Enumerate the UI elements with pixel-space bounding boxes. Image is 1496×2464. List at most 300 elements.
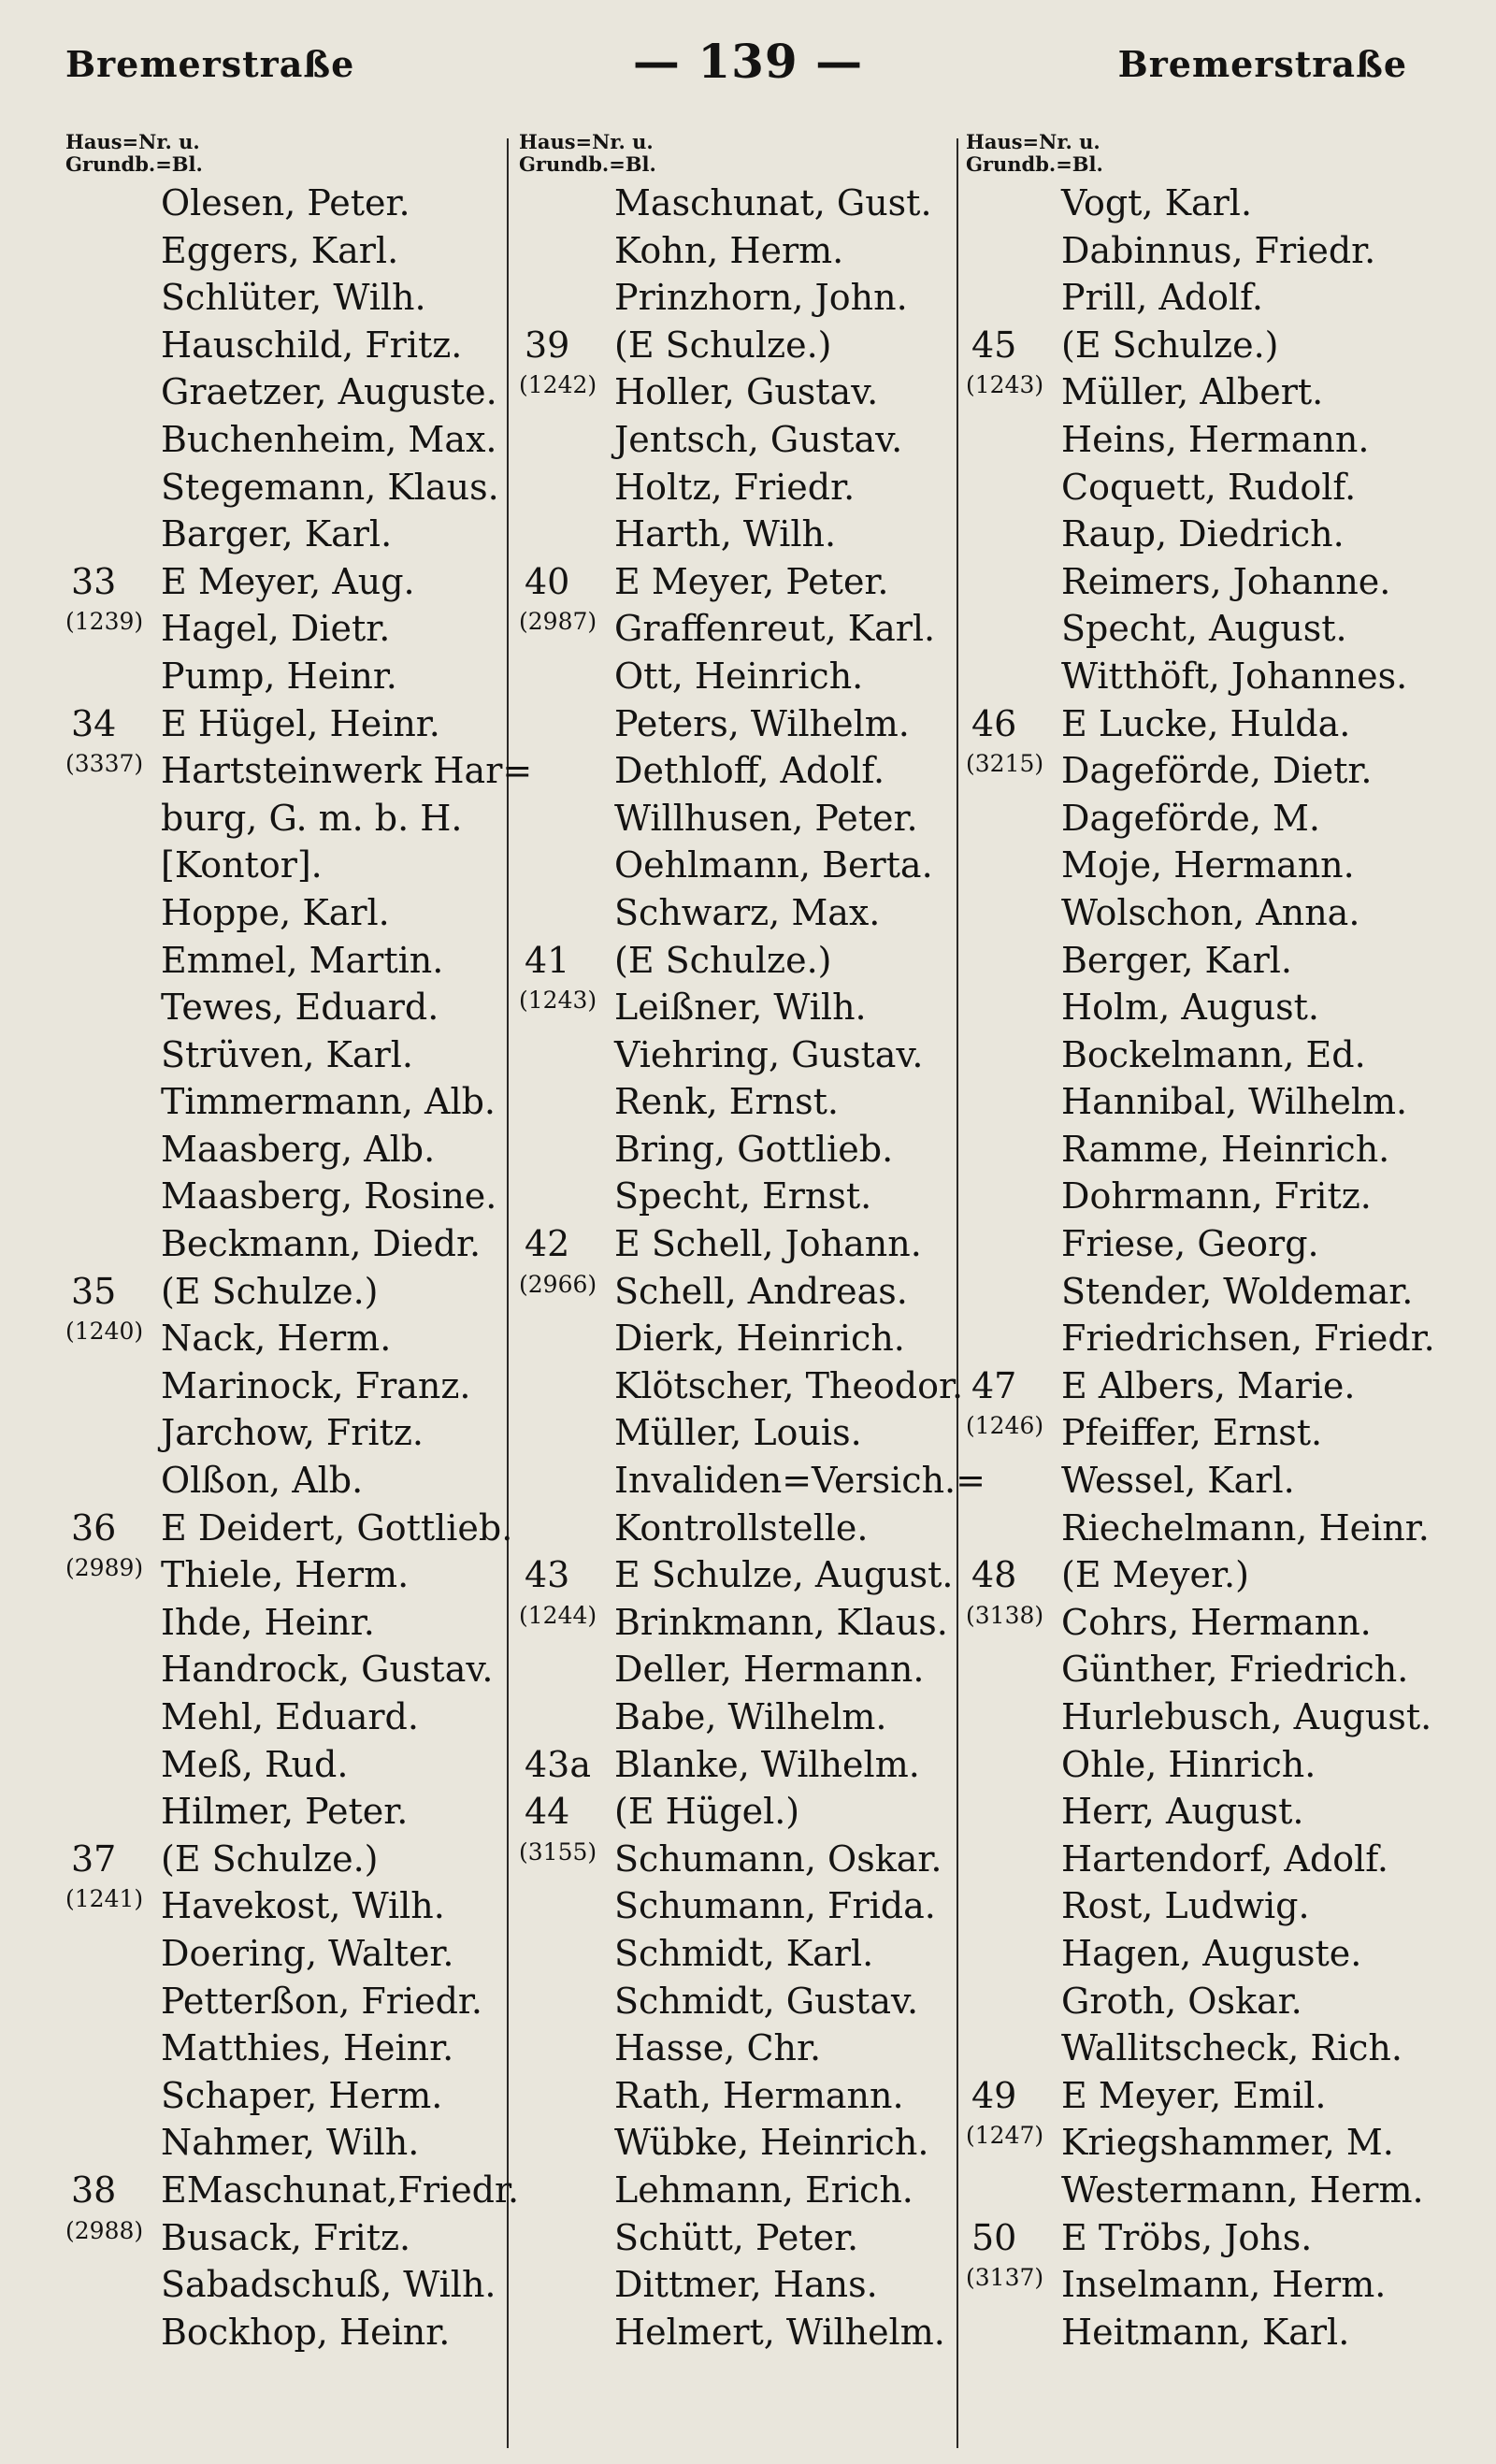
column-heading-line: Haus=Nr. u. bbox=[966, 130, 1100, 153]
resident-name: EMaschunat,Friedr. bbox=[161, 2169, 520, 2211]
directory-entry bbox=[65, 984, 497, 1031]
resident-name: Bring, Gottlieb. bbox=[614, 1128, 894, 1170]
directory-entry bbox=[966, 1741, 1433, 1789]
resident-name: Schmidt, Karl. bbox=[614, 1932, 874, 1974]
directory-entry bbox=[519, 1078, 958, 1126]
resident-name: Dittmer, Hans. bbox=[614, 2264, 878, 2306]
directory-entry bbox=[519, 1741, 958, 1789]
directory-entry bbox=[519, 227, 958, 275]
resident-name: Hasse, Chr. bbox=[614, 2027, 822, 2069]
land-register-number: (1243) bbox=[519, 987, 597, 1015]
resident-name: Harth, Wilh. bbox=[614, 513, 837, 555]
resident-name: Helmert, Wilhelm. bbox=[614, 2311, 945, 2353]
resident-name: (E Schulze.) bbox=[614, 324, 832, 366]
resident-name: Olßon, Alb. bbox=[161, 1460, 364, 1502]
directory-entry bbox=[519, 464, 958, 512]
directory-entry bbox=[966, 558, 1433, 606]
resident-name: Schaper, Herm. bbox=[161, 2074, 443, 2116]
directory-entry bbox=[519, 1882, 958, 1930]
resident-name: Wallitscheck, Rich. bbox=[1061, 2027, 1402, 2069]
resident-name: Prinzhorn, John. bbox=[614, 277, 908, 319]
land-register-number: (1239) bbox=[65, 608, 144, 636]
resident-name: Sabadschuß, Wilh. bbox=[161, 2264, 496, 2306]
resident-name: Hauschild, Fritz. bbox=[161, 324, 463, 366]
resident-name: Emmel, Martin. bbox=[161, 939, 444, 981]
directory-entry bbox=[966, 1315, 1433, 1362]
resident-name: Jentsch, Gustav. bbox=[614, 418, 903, 460]
resident-name: (E Schulze.) bbox=[161, 1270, 379, 1312]
resident-name: Hoppe, Karl. bbox=[161, 891, 390, 933]
house-number: 37 bbox=[71, 1837, 117, 1880]
directory-entry bbox=[966, 937, 1433, 985]
resident-name: Reimers, Johanne. bbox=[1061, 560, 1391, 602]
resident-name: Ramme, Heinrich. bbox=[1061, 1128, 1390, 1170]
directory-entry bbox=[519, 984, 958, 1031]
directory-entry bbox=[966, 1173, 1433, 1220]
resident-name: (E Meyer.) bbox=[1061, 1554, 1249, 1596]
directory-entry bbox=[65, 180, 497, 227]
directory-entry bbox=[519, 368, 958, 416]
directory-entry bbox=[519, 1646, 958, 1693]
resident-name: burg, G. m. b. H. bbox=[161, 797, 463, 839]
resident-name: Wessel, Karl. bbox=[1061, 1460, 1295, 1502]
resident-name: Wolschon, Anna. bbox=[1061, 891, 1360, 933]
resident-name: Müller, Albert. bbox=[1061, 371, 1324, 413]
resident-name: Witthöft, Johannes. bbox=[1061, 655, 1408, 697]
resident-name: E Schell, Johann. bbox=[614, 1223, 922, 1265]
directory-entry bbox=[65, 1693, 497, 1741]
house-number: 38 bbox=[71, 2169, 117, 2211]
directory-entry bbox=[966, 1031, 1433, 1079]
resident-name: Stegemann, Klaus. bbox=[161, 466, 499, 508]
resident-name: Dohrmann, Fritz. bbox=[1061, 1175, 1372, 1218]
entry-list bbox=[65, 180, 533, 2356]
house-number: 50 bbox=[971, 2216, 1017, 2258]
directory-entry bbox=[65, 1741, 497, 1789]
land-register-number: (2966) bbox=[519, 1270, 597, 1298]
resident-name: Günther, Friedrich. bbox=[1061, 1649, 1409, 1691]
directory-entry bbox=[519, 1173, 958, 1220]
column-1 bbox=[65, 130, 533, 2356]
directory-entry bbox=[65, 2261, 497, 2309]
page-number: — 139 — bbox=[632, 34, 864, 89]
directory-entry bbox=[65, 937, 497, 985]
land-register-number: (3138) bbox=[966, 1601, 1044, 1629]
directory-entry bbox=[966, 2025, 1433, 2072]
resident-name: Dageförde, Dietr. bbox=[1061, 750, 1373, 792]
resident-name: E Schulze, August. bbox=[614, 1554, 954, 1596]
house-number: 39 bbox=[525, 324, 570, 366]
running-header-right: Bremerstraße bbox=[1117, 43, 1407, 85]
house-number: 42 bbox=[525, 1223, 570, 1265]
resident-name: Wübke, Heinrich. bbox=[614, 2122, 929, 2164]
house-number: 41 bbox=[525, 939, 570, 981]
resident-name: Rath, Hermann. bbox=[614, 2074, 904, 2116]
resident-name: (E Hügel.) bbox=[614, 1791, 800, 1833]
directory-entry bbox=[65, 368, 497, 416]
resident-name: Westermann, Herm. bbox=[1061, 2169, 1424, 2211]
directory-entry bbox=[519, 700, 958, 748]
resident-name: Holm, August. bbox=[1061, 987, 1319, 1029]
directory-entry bbox=[966, 653, 1433, 700]
directory-entry bbox=[65, 511, 497, 558]
land-register-number: (1244) bbox=[519, 1601, 597, 1629]
land-register-number: (3155) bbox=[519, 1837, 597, 1866]
resident-name: Viehring, Gustav. bbox=[614, 1033, 924, 1075]
resident-name: Meß, Rud. bbox=[161, 1743, 349, 1785]
column-heading-line: Haus=Nr. u. bbox=[65, 130, 200, 153]
directory-entry bbox=[966, 1836, 1433, 1883]
directory-entry bbox=[519, 2167, 958, 2214]
resident-name: Pfeiffer, Ernst. bbox=[1061, 1412, 1323, 1454]
resident-name: Cohrs, Hermann. bbox=[1061, 1601, 1372, 1643]
house-number: 33 bbox=[71, 560, 117, 602]
resident-name: Havekost, Wilh. bbox=[161, 1885, 445, 1927]
resident-name: Vogt, Karl. bbox=[1061, 182, 1253, 223]
directory-entry bbox=[519, 1930, 958, 1978]
house-number: 48 bbox=[971, 1554, 1017, 1596]
resident-name: Hagen, Auguste. bbox=[1061, 1932, 1362, 1974]
directory-entry bbox=[65, 1126, 497, 1174]
directory-entry bbox=[65, 1599, 497, 1647]
directory-entry bbox=[966, 1978, 1433, 2025]
resident-name: Maschunat, Gust. bbox=[614, 182, 932, 223]
resident-name: Groth, Oskar. bbox=[1061, 1980, 1302, 2022]
directory-entry bbox=[519, 1505, 958, 1552]
directory-entry bbox=[966, 605, 1433, 653]
resident-name: Beckmann, Diedr. bbox=[161, 1223, 482, 1265]
resident-name: Barger, Karl. bbox=[161, 513, 393, 555]
resident-name: Schütt, Peter. bbox=[614, 2216, 859, 2258]
directory-entry bbox=[519, 653, 958, 700]
resident-name: Strüven, Karl. bbox=[161, 1033, 413, 1075]
directory-entry bbox=[65, 416, 497, 464]
resident-name: Bockhop, Heinr. bbox=[161, 2311, 451, 2353]
resident-name: Blanke, Wilhelm. bbox=[614, 1743, 920, 1785]
directory-entry bbox=[966, 1505, 1433, 1552]
resident-name: Berger, Karl. bbox=[1061, 939, 1292, 981]
land-register-number: (1246) bbox=[966, 1412, 1044, 1440]
resident-name: E Deidert, Gottlieb. bbox=[161, 1506, 513, 1549]
resident-name: Schlüter, Wilh. bbox=[161, 277, 426, 319]
directory-entry bbox=[519, 2072, 958, 2120]
directory-entry bbox=[65, 2309, 497, 2356]
resident-name: Buchenheim, Max. bbox=[161, 418, 497, 460]
column-heading-line: Grundb.=Bl. bbox=[966, 152, 1103, 176]
resident-name: Schwarz, Max. bbox=[614, 891, 881, 933]
resident-name: Bockelmann, Ed. bbox=[1061, 1033, 1366, 1075]
resident-name: Kohn, Herm. bbox=[614, 229, 844, 271]
directory-entry bbox=[65, 1315, 497, 1362]
land-register-number: (3215) bbox=[966, 750, 1044, 778]
directory-entry bbox=[65, 2072, 497, 2120]
directory-entry bbox=[519, 1315, 958, 1362]
directory-entry bbox=[65, 2025, 497, 2072]
resident-name: Raup, Diedrich. bbox=[1061, 513, 1345, 555]
resident-name: Ott, Heinrich. bbox=[614, 655, 864, 697]
directory-entry bbox=[519, 274, 958, 322]
land-register-number: (3337) bbox=[65, 750, 144, 778]
column-heading-line: Grundb.=Bl. bbox=[65, 152, 203, 176]
resident-name: Hurlebusch, August. bbox=[1061, 1696, 1432, 1737]
directory-entry bbox=[519, 2261, 958, 2309]
directory-entry bbox=[966, 464, 1433, 512]
directory-entry bbox=[519, 2119, 958, 2167]
directory-entry bbox=[65, 795, 497, 843]
directory-entry bbox=[519, 1457, 985, 1505]
directory-entry bbox=[519, 1836, 958, 1883]
resident-name: Tewes, Eduard. bbox=[161, 987, 439, 1029]
resident-name: Maasberg, Alb. bbox=[161, 1128, 436, 1170]
resident-name: Holler, Gustav. bbox=[614, 371, 879, 413]
resident-name: E Albers, Marie. bbox=[1061, 1364, 1356, 1406]
resident-name: Specht, Ernst. bbox=[614, 1175, 872, 1218]
house-number: 46 bbox=[971, 702, 1017, 744]
resident-name: Renk, Ernst. bbox=[614, 1081, 839, 1123]
column-heading-line: Haus=Nr. u. bbox=[519, 130, 654, 153]
resident-name: Peters, Wilhelm. bbox=[614, 702, 910, 744]
directory-entry bbox=[966, 795, 1433, 843]
directory-entry bbox=[966, 1788, 1433, 1836]
resident-name: Rost, Ludwig. bbox=[1061, 1885, 1310, 1927]
resident-name: Kontrollstelle. bbox=[614, 1506, 869, 1549]
directory-entry bbox=[966, 2119, 1433, 2167]
entry-list bbox=[519, 180, 985, 2356]
directory-entry bbox=[966, 1930, 1433, 1978]
directory-entry bbox=[966, 1599, 1433, 1647]
directory-entry bbox=[966, 1457, 1433, 1505]
directory-entry bbox=[519, 1409, 958, 1457]
directory-entry bbox=[966, 2309, 1433, 2356]
resident-name: Schumann, Oskar. bbox=[614, 1837, 942, 1880]
house-number: 43a bbox=[525, 1743, 592, 1785]
directory-entry bbox=[519, 795, 958, 843]
resident-name: Ihde, Heinr. bbox=[161, 1601, 375, 1643]
resident-name: E Meyer, Aug. bbox=[161, 560, 415, 602]
directory-entry bbox=[65, 464, 497, 512]
resident-name: Marinock, Franz. bbox=[161, 1364, 471, 1406]
directory-entry bbox=[519, 180, 958, 227]
resident-name: E Meyer, Peter. bbox=[614, 560, 889, 602]
directory-entry bbox=[519, 1693, 958, 1741]
resident-name: Kriegshammer, M. bbox=[1061, 2122, 1394, 2164]
directory-entry bbox=[519, 2214, 958, 2262]
house-number: 44 bbox=[525, 1791, 570, 1833]
directory-entry bbox=[519, 1362, 964, 1410]
resident-name: Invaliden=Versich.= bbox=[614, 1460, 985, 1502]
resident-name: Schumann, Frida. bbox=[614, 1885, 936, 1927]
directory-entry bbox=[65, 842, 497, 889]
directory-entry bbox=[966, 1693, 1433, 1741]
directory-entry bbox=[65, 1457, 497, 1505]
land-register-number: (1241) bbox=[65, 1885, 144, 1913]
directory-entry bbox=[966, 1646, 1433, 1693]
resident-name: Hartendorf, Adolf. bbox=[1061, 1837, 1389, 1880]
resident-name: Coquett, Rudolf. bbox=[1061, 466, 1357, 508]
entry-list bbox=[966, 180, 1433, 2356]
resident-name: Jarchow, Fritz. bbox=[161, 1412, 424, 1454]
house-number: 47 bbox=[971, 1364, 1017, 1406]
resident-name: Timmermann, Alb. bbox=[161, 1081, 496, 1123]
directory-entry bbox=[65, 605, 497, 653]
resident-name: Dierk, Heinrich. bbox=[614, 1318, 905, 1360]
directory-entry bbox=[65, 1078, 497, 1126]
directory-entry bbox=[519, 1599, 958, 1647]
running-header-left: Bremerstraße bbox=[65, 43, 355, 85]
directory-entry bbox=[65, 653, 497, 700]
resident-name: (E Schulze.) bbox=[161, 1837, 379, 1880]
directory-entry bbox=[65, 1882, 497, 1930]
resident-name: Olesen, Peter. bbox=[161, 182, 410, 223]
directory-entry bbox=[966, 1078, 1433, 1126]
house-number: 40 bbox=[525, 560, 570, 602]
resident-name: Schmidt, Gustav. bbox=[614, 1980, 919, 2022]
resident-name: E Lucke, Hulda. bbox=[1061, 702, 1351, 744]
resident-name: E Meyer, Emil. bbox=[1061, 2074, 1327, 2116]
resident-name: Graetzer, Auguste. bbox=[161, 371, 497, 413]
directory-entry bbox=[966, 1268, 1433, 1316]
directory-entry bbox=[966, 2167, 1433, 2214]
column-2 bbox=[519, 130, 985, 2356]
resident-name: Ohle, Hinrich. bbox=[1061, 1743, 1316, 1785]
resident-name: Schell, Andreas. bbox=[614, 1270, 908, 1312]
resident-name: Deller, Hermann. bbox=[614, 1649, 925, 1691]
resident-name: Thiele, Herm. bbox=[161, 1554, 410, 1596]
directory-entry bbox=[966, 1409, 1433, 1457]
house-number: 36 bbox=[71, 1506, 117, 1549]
resident-name: (E Schulze.) bbox=[1061, 324, 1279, 366]
directory-entry bbox=[519, 511, 958, 558]
column-3 bbox=[966, 131, 1433, 2356]
directory-entry bbox=[966, 274, 1433, 322]
directory-entry bbox=[966, 511, 1433, 558]
column-heading-line: Grundb.=Bl. bbox=[519, 152, 656, 176]
land-register-number: (3137) bbox=[966, 2264, 1044, 2292]
land-register-number: (2988) bbox=[65, 2216, 144, 2244]
directory-entry bbox=[65, 747, 533, 795]
resident-name: Busack, Fritz. bbox=[161, 2216, 411, 2258]
resident-name: Inselmann, Herm. bbox=[1061, 2264, 1387, 2306]
directory-entry bbox=[65, 1031, 497, 1079]
resident-name: Heins, Hermann. bbox=[1061, 418, 1370, 460]
resident-name: Friedrichsen, Friedr. bbox=[1061, 1318, 1435, 1360]
resident-name: Dabinnus, Friedr. bbox=[1061, 229, 1376, 271]
directory-entry bbox=[519, 2309, 958, 2356]
directory-entry bbox=[65, 1788, 497, 1836]
column-heading bbox=[966, 131, 1433, 180]
resident-name: Leißner, Wilh. bbox=[614, 987, 867, 1029]
resident-name: [Kontor]. bbox=[161, 844, 323, 886]
directory-entry bbox=[65, 889, 497, 937]
directory-entry bbox=[519, 889, 958, 937]
directory-entry bbox=[966, 842, 1433, 889]
directory-entry bbox=[65, 1551, 497, 1599]
house-number: 35 bbox=[71, 1270, 117, 1312]
column-heading bbox=[519, 131, 958, 180]
resident-name: Friese, Georg. bbox=[1061, 1223, 1319, 1265]
resident-name: Hagel, Dietr. bbox=[161, 608, 391, 650]
directory-entry bbox=[966, 747, 1433, 795]
house-number: 43 bbox=[525, 1554, 570, 1596]
resident-name: Moje, Hermann. bbox=[1061, 844, 1355, 886]
directory-entry bbox=[65, 322, 497, 369]
resident-name: Matthies, Heinr. bbox=[161, 2027, 454, 2069]
directory-entry bbox=[519, 747, 958, 795]
resident-name: Riechelmann, Heinr. bbox=[1061, 1506, 1430, 1549]
directory-entry bbox=[966, 416, 1433, 464]
directory-entry bbox=[966, 227, 1433, 275]
resident-name: Hannibal, Wilhelm. bbox=[1061, 1081, 1408, 1123]
land-register-number: (1247) bbox=[966, 2122, 1044, 2150]
land-register-number: (1240) bbox=[65, 1318, 144, 1346]
directory-entry bbox=[65, 1646, 497, 1693]
directory-entry bbox=[65, 1409, 497, 1457]
resident-name: Graffenreut, Karl. bbox=[614, 608, 936, 650]
resident-name: Specht, August. bbox=[1061, 608, 1347, 650]
directory-entry bbox=[65, 1978, 497, 2025]
resident-name: Petterßon, Friedr. bbox=[161, 1980, 483, 2022]
resident-name: Dethloff, Adolf. bbox=[614, 750, 885, 792]
column-heading bbox=[65, 131, 497, 180]
resident-name: Heitmann, Karl. bbox=[1061, 2311, 1350, 2353]
directory-entry bbox=[65, 227, 497, 275]
resident-name: Eggers, Karl. bbox=[161, 229, 399, 271]
resident-name: E Tröbs, Johs. bbox=[1061, 2216, 1313, 2258]
resident-name: Hilmer, Peter. bbox=[161, 1791, 409, 1833]
directory-entry bbox=[65, 2214, 497, 2262]
resident-name: Holtz, Friedr. bbox=[614, 466, 856, 508]
directory-entry bbox=[65, 1173, 497, 1220]
land-register-number: (1242) bbox=[519, 371, 597, 399]
resident-name: Pump, Heinr. bbox=[161, 655, 397, 697]
directory-entry bbox=[65, 1220, 497, 1268]
directory-entry bbox=[966, 1882, 1433, 1930]
resident-name: Herr, August. bbox=[1061, 1791, 1304, 1833]
house-number: 45 bbox=[971, 324, 1017, 366]
resident-name: Handrock, Gustav. bbox=[161, 1649, 494, 1691]
directory-entry bbox=[966, 180, 1433, 227]
land-register-number: (2989) bbox=[65, 1554, 144, 1582]
directory-entry bbox=[519, 1978, 958, 2025]
resident-name: Klötscher, Theodor. bbox=[614, 1364, 964, 1406]
directory-entry bbox=[966, 2261, 1433, 2309]
directory-entry bbox=[519, 416, 958, 464]
resident-name: Brinkmann, Klaus. bbox=[614, 1601, 948, 1643]
resident-name: Stender, Woldemar. bbox=[1061, 1270, 1414, 1312]
directory-entry bbox=[966, 1220, 1433, 1268]
directory-entry bbox=[519, 842, 958, 889]
directory-entry bbox=[519, 2025, 958, 2072]
resident-name: Oehlmann, Berta. bbox=[614, 844, 933, 886]
directory-entry bbox=[65, 1362, 497, 1410]
directory-entry bbox=[966, 889, 1433, 937]
directory-entry bbox=[966, 984, 1433, 1031]
resident-name: Mehl, Eduard. bbox=[161, 1696, 419, 1737]
resident-name: Maasberg, Rosine. bbox=[161, 1175, 497, 1218]
house-number: 49 bbox=[971, 2074, 1017, 2116]
resident-name: Prill, Adolf. bbox=[1061, 277, 1263, 319]
directory-entry bbox=[519, 1268, 958, 1316]
land-register-number: (2987) bbox=[519, 608, 597, 636]
resident-name: Nack, Herm. bbox=[161, 1318, 392, 1360]
directory-entry bbox=[519, 605, 958, 653]
directory-entry bbox=[65, 274, 497, 322]
house-number: 34 bbox=[71, 702, 117, 744]
column-divider bbox=[507, 138, 509, 2448]
resident-name: Lehmann, Erich. bbox=[614, 2169, 913, 2211]
resident-name: Willhusen, Peter. bbox=[614, 797, 918, 839]
directory-entry bbox=[65, 2119, 497, 2167]
